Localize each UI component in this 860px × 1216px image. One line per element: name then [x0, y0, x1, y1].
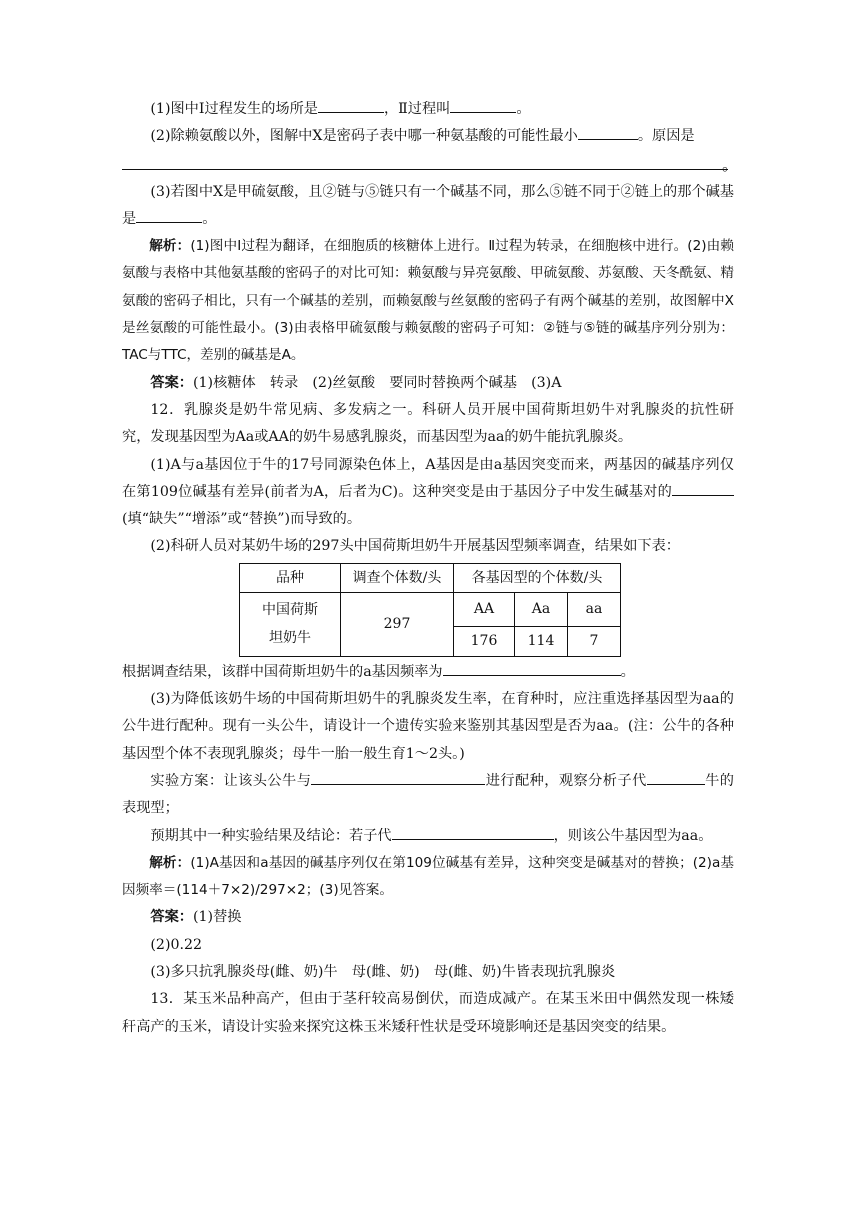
table-cell-genotype: aa	[568, 592, 621, 626]
table-cell-value: 176	[454, 626, 515, 656]
answer-blank[interactable]	[443, 660, 621, 676]
table-cell-count: 297	[341, 592, 454, 656]
q12-plan: 实验方案：让该头公牛与 进行配种，观察分析子代 牛的表现型；	[122, 768, 734, 823]
q11-part3: (3)若图中X是甲硫氨酸，且②链与⑤链只有一个碱基不同，那么⑤链不同于②链上的那个碱基是 。	[122, 183, 734, 227]
document-page	[122, 96, 738, 1041]
line-end-mark: 。	[721, 154, 738, 174]
answer-blank[interactable]	[672, 480, 734, 496]
q12-analysis: 解析：(1)A基因和a基因的碱基序列仅在第109位碱基有差异，这种突变是碱基对的替换；(2)a基因频率＝(114＋7×2)/297×2；(3)见答案。	[122, 854, 735, 899]
answer-blank[interactable]	[647, 769, 705, 785]
table-header-genotypes: 各基因型的个体数/头	[454, 563, 621, 592]
q12-stem: 12．乳腺炎是奶牛常见病、多发病之一。科研人员开展中国荷斯坦奶牛对乳腺炎的抗性研究，发现基因型为Aa或AA的奶牛易感乳腺炎，而基因型为aa的奶牛能抗乳腺炎。	[122, 401, 734, 446]
table-cell-genotype: AA	[454, 592, 515, 626]
table-cell-genotype: Aa	[515, 592, 568, 626]
table-header-count: 调查个体数/头	[341, 563, 454, 592]
q11-part1: (1)图中Ⅰ过程发生的场所是 ，Ⅱ过程叫 。	[122, 96, 734, 123]
q12-part2: (2)科研人员对某奶牛场的297头中国荷斯坦奶牛开展基因型频率调查，结果如下表：	[150, 538, 680, 555]
answer-blank[interactable]	[318, 97, 384, 113]
q12-part2-result: 根据调查结果，该群中国荷斯坦奶牛的a基因频率为 。	[122, 659, 734, 686]
table-cell-value: 7	[568, 626, 621, 656]
q12-answer-line2: (2)0.22	[150, 936, 203, 953]
q11-part2: (2)除赖氨酸以外，图解中X是密码子表中哪一种氨基酸的可能性最小 。原因是	[122, 123, 734, 150]
table-cell-breed: 中国荷斯 坦奶牛	[240, 592, 341, 656]
q12-answer-line3: (3)多只抗乳腺炎母(雌、奶)牛 母(雌、奶) 母(雌、奶)牛皆表现抗乳腺炎	[150, 964, 616, 981]
genotype-frequency-table	[239, 563, 621, 657]
answer-blank[interactable]	[136, 207, 202, 223]
q13-stem: 13．某玉米品种高产，但由于茎秆较高易倒伏，而造成减产。在某玉米田中偶然发现一株矮秆高产的玉米，请设计实验来探究这株玉米矮秆性状是受环境影响还是基因突变的结果。	[122, 991, 734, 1035]
answer-blank[interactable]	[311, 769, 485, 785]
q12-expect: 预期其中一种实验结果及结论：若子代 ，则该公牛基因型为aa。	[122, 823, 734, 850]
q12-part3: (3)为降低该奶牛场的中国荷斯坦奶牛的乳腺炎发生率，在育种时，应注重选择基因型为aa的公牛进行配种。现有一头公牛，请设计一个遗传实验来鉴别其基因型是否为aa。(注：公牛的各种基因型个体不表现乳腺炎；母牛一胎一般生育1～2头。)	[122, 691, 734, 762]
table-cell-value: 114	[515, 626, 568, 656]
q11-answer: 答案：(1)核糖体 转录 (2)丝氨酸 要同时替换两个碱基 (3)A	[150, 374, 562, 391]
q12-part1: (1)A与a基因位于牛的17号同源染色体上，A基因是由a基因突变而来，两基因的碱基序列仅在第109位碱基有差异(前者为A，后者为C)。这种突变是由于基因分子中发生碱基对的(填“缺失”“增添”或“替换”)而导致的。	[122, 456, 734, 528]
q11-analysis: 解析：(1)图中Ⅰ过程为翻译，在细胞质的核糖体上进行。Ⅱ过程为转录，在细胞核中进行。(2)由赖氨酸与表格中其他氨基酸的密码子的对比可知：赖氨酸与异亮氨酸、甲硫氨酸、苏氨酸、天冬酰氨、精氨酸的密码子相比，只有一个碱基的差别，而赖氨酸与丝氨酸的密码子有两个碱基的差别，故图解中X是丝氨酸的可能性最小。(3)由表格甲硫氨酸与赖氨酸的密码子可知：②链与⑤链的碱基序列分别为：TAC与TTC，差别的碱基是A。	[122, 238, 734, 364]
q12-answer: 答案：(1)替换	[150, 909, 242, 926]
answer-blank[interactable]	[392, 824, 554, 840]
answer-blank[interactable]	[578, 124, 638, 140]
table-header-breed: 品种	[240, 563, 341, 592]
answer-line[interactable]	[122, 151, 738, 174]
answer-blank[interactable]	[450, 97, 516, 113]
